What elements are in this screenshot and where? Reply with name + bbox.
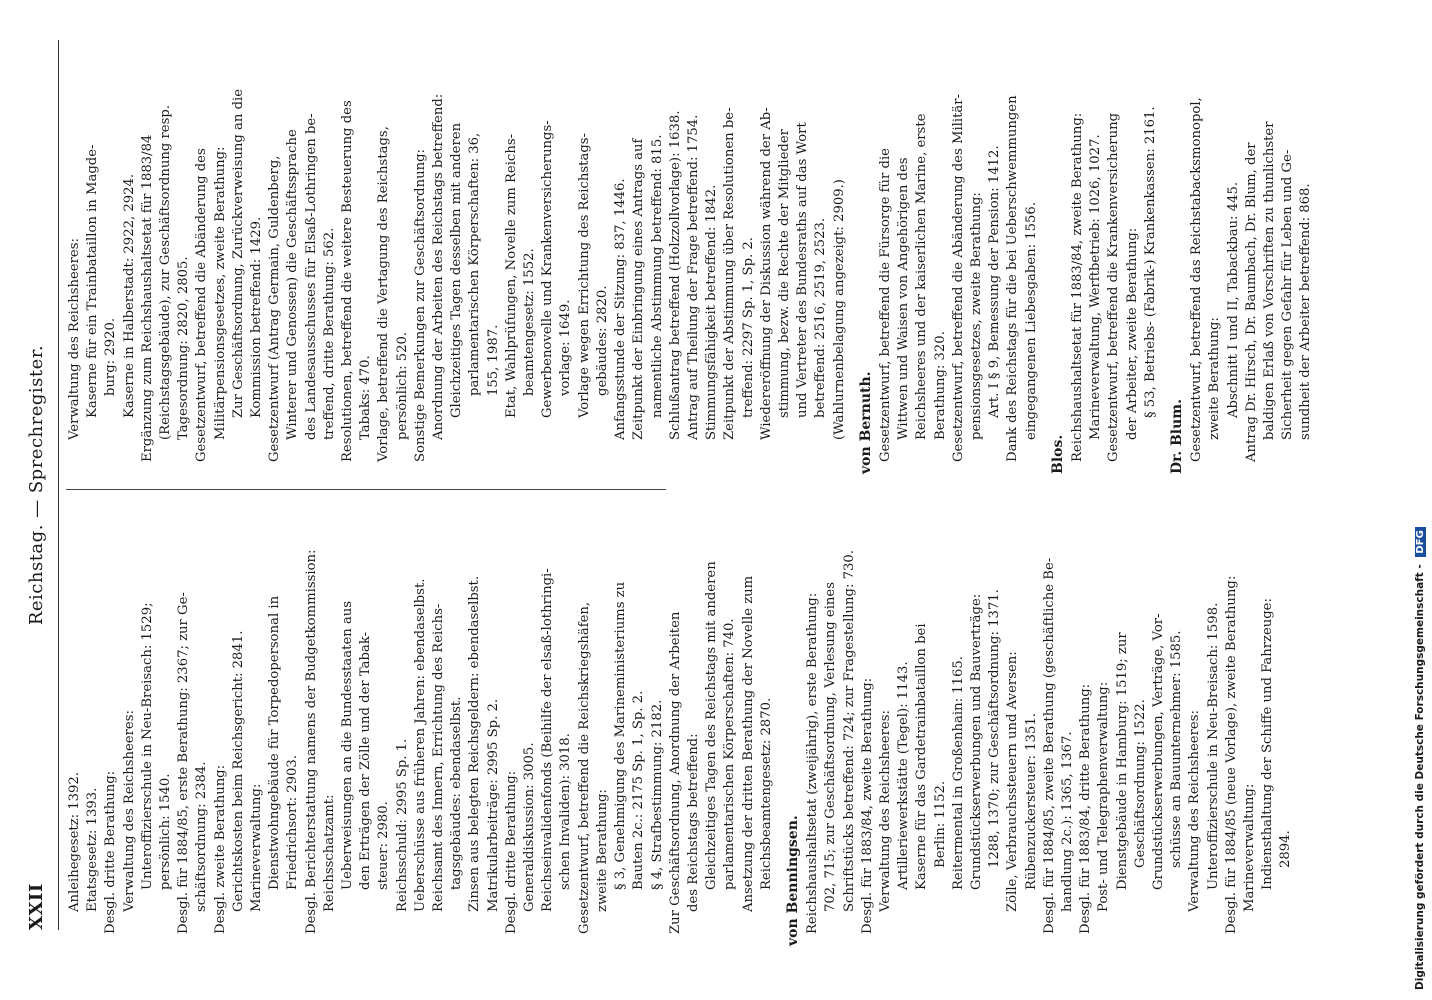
index-entry: Geschäftsordnung: 1522. (1132, 699, 1148, 868)
index-entry: § 53, Betriebs- (Fabrik-) Krankenkassen: 2161. (1142, 106, 1158, 418)
index-entry: Resolutionen, betreffend die weitere Besteuerung des (340, 100, 356, 462)
index-entry: Anordnung der Arbeiten des Reichstags betreffend: (431, 93, 447, 440)
index-entry: Schriftstücks betreffend: 724; zur Fragestellung: 730. (841, 550, 857, 912)
index-entry: Verwaltung des Reichsheeres: (1187, 710, 1203, 912)
index-entry: Gesetzentwurf, betreffend die Reichskriegshäfen, (576, 601, 592, 934)
index-entry: Sicherheit gegen Gefahr für Leben und Ge- (1280, 149, 1296, 440)
index-entry: schüsse an Bauunternehmer: 1585. (1169, 630, 1185, 868)
index-entry: Tagesordnung: 2820, 2805. (176, 256, 192, 440)
index-entry: pensionsgesetzes, zweite Berathung: (968, 192, 984, 440)
index-entry: Kaserne für das Gardetrainbataillon bei (914, 623, 930, 890)
index-entry: steuer: 2980. (376, 801, 392, 890)
index-entry: Zinsen aus belegten Reichsgeldern: ebendaselbst. (467, 575, 483, 912)
index-entry: Winterer und Genossen) die Geschäftssprache (285, 129, 301, 440)
index-entry: Reichsbeamtengesetz: 2870. (758, 697, 774, 890)
index-entry: Gleichzeitiges Tagen des Reichstags mit anderen (704, 561, 720, 890)
index-entry: Desgl. zweite Berathung: (212, 764, 228, 934)
index-entry: Reichshaushaltsetat (zweijährig), erste Berathung: (805, 592, 821, 934)
index-entry: betreffend: 2516, 2519, 2523. (813, 217, 829, 418)
index-entry: treffend: 2297 Sp. 1, Sp. 2. (740, 237, 756, 418)
index-entry: Vorlage, betreffend die Vertagung des Reichstags, (376, 126, 392, 462)
speaker-heading: von Benningsen. (784, 815, 801, 946)
index-entry: Marineverwaltung: (1242, 783, 1257, 912)
index-entry: Desgl. für 1883/84, dritte Berathung: (1078, 683, 1094, 934)
index-entry: 1288, 1370; zur Geschäftsordnung: 1371. (987, 589, 1003, 868)
index-entry: Wittwen und Waisen von Angehörigen des (896, 157, 912, 440)
column-divider (66, 489, 666, 490)
speaker-heading: Dr. Blum. (1168, 399, 1185, 474)
index-entry: beamtengesetz: 1552. (522, 248, 538, 396)
index-entry: Gewerbenovelle und Krankenversicherungs- (540, 120, 556, 418)
page-number: XXII (26, 883, 47, 930)
index-entry: Ueberschüsse aus früheren Jahren: ebendaselbst. (412, 578, 428, 912)
index-entry: Anleihegesetz: 1392. (67, 771, 82, 912)
index-entry: Zölle, Verbrauchssteuern und Aversen: (1005, 651, 1021, 912)
index-entry: Desgl. für 1884/85, zweite Berathung (geschäftliche Be- (1041, 557, 1057, 934)
index-entry: Grundstückserwerbungen, Verträge, Vor- (1150, 613, 1166, 890)
index-entry: treffend, dritte Berathung: 562. (321, 227, 337, 440)
index-entry: persönlich: 520. (394, 331, 410, 440)
header-rule (58, 40, 59, 930)
index-entry: und Vertreter des Bundesraths auf das Wort (795, 122, 811, 418)
index-entry: Zeitpunkt der Einbringung eines Antrags auf (631, 138, 647, 440)
index-entry: schäftsordnung: 2384. (194, 761, 210, 912)
index-entry: Dienstgebäude in Hamburg: 1519; zur (1114, 632, 1130, 890)
index-entry: gebäudes: 2820. (594, 285, 610, 396)
index-entry: Anfangsstunde der Sitzung: 837, 1446. (613, 178, 629, 440)
index-entry: Sonstige Bemerkungen zur Geschäftsordnung: (412, 149, 428, 462)
index-entry: Verwaltung des Reichsheeres: (121, 710, 137, 912)
index-entry: Reichsschatzamt: (321, 794, 337, 912)
speaker-heading: von Bernuth. (857, 371, 874, 474)
index-entry: Generaldiskussion: 3005. (522, 742, 538, 912)
index-entry: Marineverwaltung, Werftbetrieb: 1026, 1027. (1088, 134, 1104, 440)
index-entry: Gesetzentwurf, betreffend die Abänderung des Militär- (950, 93, 966, 462)
index-entry: Gesetzentwurf (Antrag Germain, Guldenberg, (267, 155, 283, 462)
index-entry: Bauten 2c.: 2175 Sp. 1, Sp. 2. (631, 690, 647, 890)
index-entry: Gleichzeitiges Tagen desselben mit anderen (449, 122, 465, 418)
index-entry: Gerichtskosten beim Reichsgericht: 2841. (230, 630, 246, 912)
index-entry: Berathung: 320. (932, 331, 948, 440)
index-entry: Stimmungsfähigkeit betreffend: 1842. (704, 184, 720, 440)
index-entry: Kaserne in Halberstadt: 2922, 2924. (121, 173, 137, 418)
index-entry: 702, 715; zur Geschäftsordnung, Verlesung eines (823, 581, 839, 912)
index-entry: Desgl. für 1884/85 (neue Vorlage), zweite Berathung: (1223, 575, 1239, 934)
index-entry: den Erträgen der Zölle und der Tabak- (358, 631, 374, 890)
index-entry: Grundstückserwerbungen und Bauverträge: (968, 593, 984, 890)
index-entry: zweite Berathung: (1207, 317, 1223, 440)
index-entry: zweite Berathung: (594, 789, 610, 912)
index-entry: Rübenzuckersteuer: 1351. (1023, 713, 1039, 890)
index-entry: Berlin: 1152. (932, 780, 948, 868)
index-entry: Desgl. Berichterstattung namens der Budgetkommission: (303, 549, 319, 934)
index-entry: Militärpensionsgesetzes, zweite Berathung: (212, 146, 228, 440)
index-entry: Artilleriewerkstätte (Tegel): 1143. (896, 661, 912, 890)
index-entry: Zur Geschäftsordnung, Zurückverweisung an die (230, 88, 246, 418)
index-entry: sundheit der Arbeiter betreffend: 868. (1298, 183, 1314, 440)
index-entry: Desgl. dritte Berathung: (103, 770, 119, 934)
index-entry: Schlußantrag betreffend (Holzzollvorlage): 1638. (667, 110, 683, 440)
index-entry: des Landesausschusses für Elsaß-Lothringen be- (303, 113, 319, 440)
index-entry: Kaserne für ein Trainbataillon in Magde- (85, 144, 101, 418)
index-entry: Tabaks: 470. (358, 355, 374, 440)
index-entry: § 4, Strafbestimmung: 2182. (649, 699, 665, 890)
index-entry: handlung 2c.): 1365, 1367. (1059, 731, 1075, 912)
index-entry: Desgl. für 1884/85, erste Berathung: 2367; zur Ge- (176, 592, 192, 934)
index-entry: Abschnitt I und II, Tabackbau: 445. (1225, 181, 1241, 418)
index-entry: Gesetzentwurf, betreffend die Krankenversicherung (1106, 112, 1122, 462)
index-entry: Ueberweisungen an die Bundesstaaten aus (340, 600, 356, 890)
index-entry: persönlich: 1540. (158, 773, 174, 890)
running-head: Reichstag. — Sprechregister. (26, 344, 47, 626)
index-entry: Antrag auf Theilung der Frage betreffend: 1754. (685, 114, 701, 440)
index-entry: Desgl. dritte Berathung: (503, 770, 519, 934)
index-entry: Reichsschuld: 2995 Sp. 1. (394, 738, 410, 912)
index-entry: Reichshaushaltsetat für 1883/84, zweite Berathung: (1069, 112, 1085, 462)
right-column (66, 57, 1316, 474)
digitization-note-text: Digitalisierung gefördert durch die Deutsche Forschungsgemeinschaft - (1414, 564, 1426, 990)
index-entry: Reitermental in Großenhain: 1165. (950, 656, 966, 890)
index-entry: Ergänzung zum Reichshaushaltsetat für 1883/84 (139, 134, 155, 462)
index-entry: Kommission betreffend: 1429. (249, 216, 265, 418)
side-strip (1412, 0, 1432, 1000)
left-column (66, 529, 1296, 946)
index-entry: Reichsamt des Innern, Errichtung des Reichs- (431, 603, 447, 912)
index-entry: Vorlage wegen Errichtung des Reichstags- (576, 133, 592, 418)
index-entry: Post- und Telegraphenverwaltung: (1096, 681, 1112, 912)
index-entry: vorlage: 1649. (558, 299, 574, 396)
index-entry: der Arbeiter, zweite Berathung: (1124, 227, 1140, 440)
index-entry: eingegangenen Liebesgaben: 1556. (1023, 201, 1039, 440)
index-entry: parlamentarischen Körperschaften: 740. (722, 618, 738, 890)
index-entry: Reichsheeres und der kaiserlichen Marine, erste (914, 113, 930, 440)
index-entry: Unteroffizierschule in Neu-Breisach: 1598. (1205, 602, 1221, 890)
index-entry: Matrikularbeiträge: 2995 Sp. 2. (485, 698, 501, 912)
index-entry: baldigen Erlaß von Vorschriften zu thunlichster (1262, 121, 1277, 440)
index-entry: Zeitpunkt der Abstimmung über Resolutionen be- (722, 107, 738, 440)
page-header (16, 40, 56, 930)
index-entry: 155, 1987. (485, 324, 501, 396)
index-entry: Wiedereröffnung der Diskussion während der Ab- (758, 107, 774, 440)
index-entry: (Wahlurnenbelagung angezeigt: 2909.) (831, 179, 847, 440)
index-entry: Reichseinvalidenfonds (Beihilfe der elsaß-lothringi- (540, 568, 556, 912)
index-entry: burg: 2920. (103, 317, 119, 396)
speaker-heading: Blos. (1049, 434, 1066, 474)
index-entry: (Reichstagsgebäude), zur Geschäftsordnung resp. (158, 105, 174, 440)
index-entry: Etat, Wahlprüfungen, Novelle zum Reichs- (503, 133, 519, 418)
index-entry: 2894. (1278, 830, 1294, 868)
index-entry: Dienstwohngebäude für Torpedopersonal in (267, 595, 283, 890)
index-entry: Marineverwaltung: (249, 783, 265, 912)
index-entry: Gesetzentwurf, betreffend die Fürsorge für die (877, 148, 893, 462)
index-entry: § 3, Genehmigung des Marineministeriums zu (613, 581, 629, 890)
index-entry: Gesetzentwurf, betreffend die Abänderung des (194, 148, 210, 462)
index-entry: Desgl. für 1883/84, zweite Berathung: (859, 677, 875, 934)
index-entry: Verwaltung des Reichsheeres: (67, 238, 82, 440)
index-entry: Unteroffizierschule in Neu-Breisach: 1529; (139, 602, 155, 890)
index-entry: Friedrichsort: 2903. (285, 754, 301, 890)
index-entry: schen Invaliden): 3018. (558, 733, 574, 890)
index-entry: Art. I § 9, Bemessung der Pension: 1412. (987, 145, 1003, 418)
index-entry: Antrag Dr. Hirsch, Dr. Baumbach, Dr. Blum, der (1243, 142, 1259, 462)
index-entry: stimmung, bezw. die Rechte der Mitglieder (776, 129, 792, 418)
index-entry: Etatsgesetz: 1393. (85, 787, 101, 912)
index-entry: parlamentarischen Körperschaften: 36, (467, 132, 483, 396)
index-entry: namentliche Abstimmung betreffend: 815. (649, 134, 665, 418)
index-entry: Zur Geschäftsordnung, Anordnung der Arbeiten (667, 611, 683, 934)
index-entry: des Reichstags betreffend: (685, 733, 701, 912)
digitization-note (1414, 0, 1432, 990)
dfg-logo: DFG (1415, 527, 1426, 556)
index-entry: Ansetzung der dritten Berathung der Novelle zum (740, 575, 756, 912)
index-entry: Dank des Reichstags für die bei Ueberschwemmungen (1005, 95, 1021, 462)
index-entry: tagsgebäudes: ebendaselbst. (449, 696, 465, 890)
index-entry: Gesetzentwurf, betreffend das Reichstabacksmonopol, (1189, 97, 1205, 462)
index-entry: Indiensthaltung der Schiffe und Fahrzeuge: (1260, 598, 1276, 890)
index-entry: Verwaltung des Reichsheeres: (877, 710, 893, 912)
